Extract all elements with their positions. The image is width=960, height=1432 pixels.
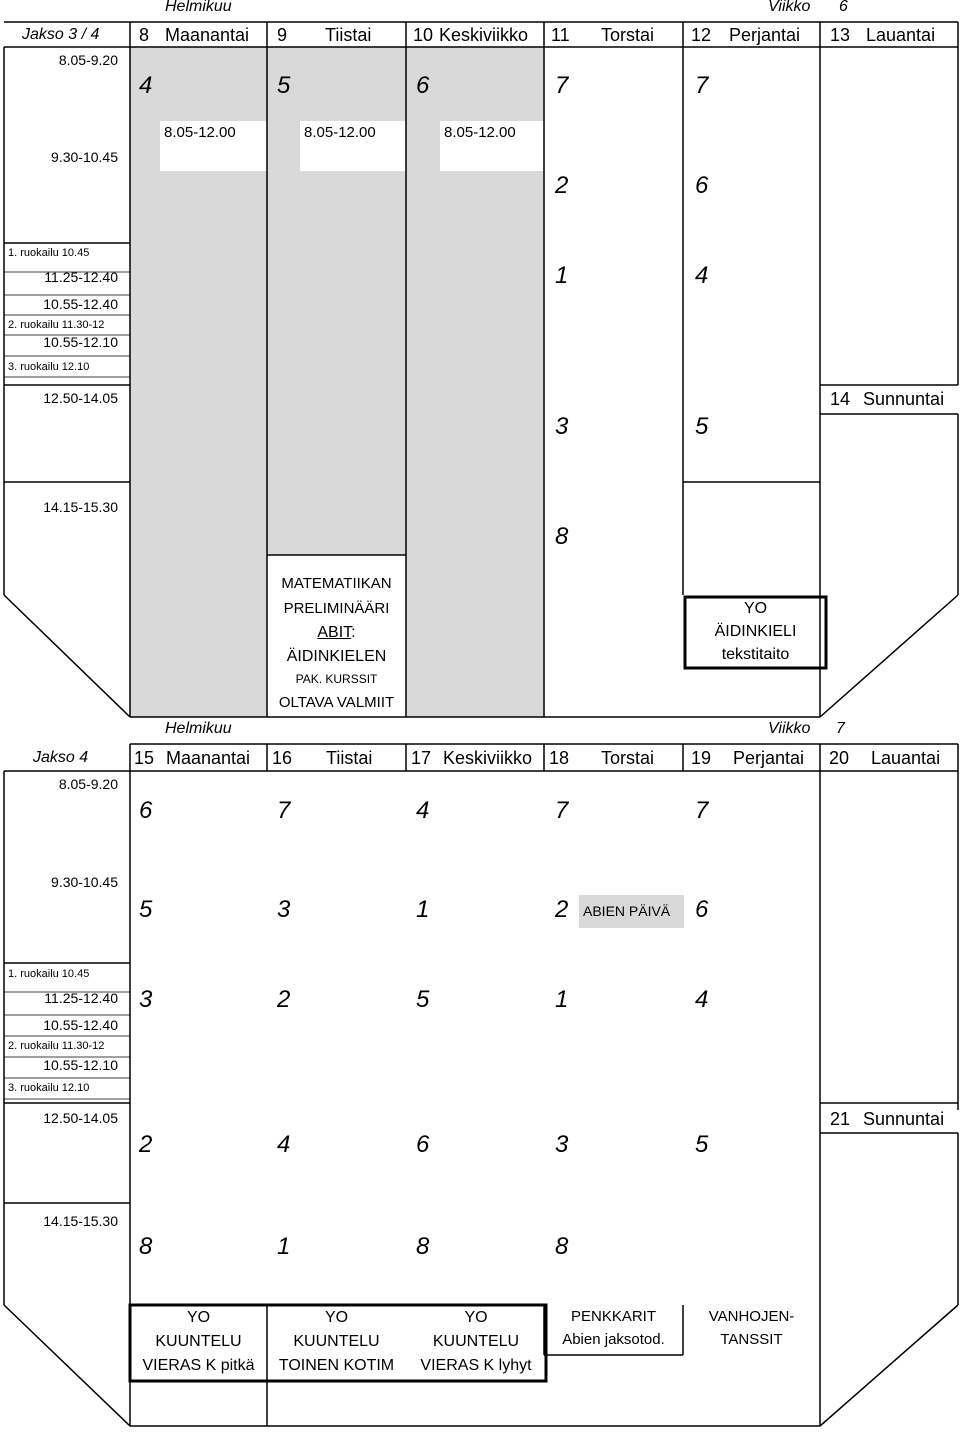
- lunch-1: 1. ruokailu 10.45: [8, 247, 90, 259]
- period-number: 4: [416, 797, 430, 824]
- yo-kuuntelu-3-line3: VIERAS K lyhyt: [420, 1357, 532, 1374]
- period-number: 1: [277, 1233, 291, 1260]
- abien-jaksotod-label: Abien jaksotod.: [562, 1331, 665, 1348]
- period-number: 6: [416, 1131, 430, 1158]
- period-number: 4: [139, 72, 153, 99]
- exam-time: 8.05-12.00: [444, 124, 516, 141]
- yo-kuuntelu-2-line2: KUUNTELU: [293, 1333, 380, 1350]
- period-number: 6: [695, 896, 709, 923]
- time-slot-2: 9.30-10.45: [51, 874, 118, 890]
- period-number: 1: [555, 262, 569, 289]
- period-number: 1: [416, 896, 430, 923]
- day-header-sun: 21 Sunnuntai: [830, 1109, 945, 1129]
- day-header-sat: 13 Lauantai: [830, 25, 936, 45]
- time-slot-5: 14.15-15.30: [43, 499, 118, 515]
- period-number: 5: [695, 1131, 709, 1158]
- period-number: 3: [139, 986, 153, 1013]
- week-label: Viikko: [768, 0, 811, 15]
- period-number: 4: [695, 986, 709, 1013]
- oltava-valmiit-label: OLTAVA VALMIIT: [278, 694, 395, 711]
- period-number: 5: [277, 72, 291, 99]
- abien-paiva-label: ABIEN PÄIVÄ: [583, 903, 671, 919]
- yo-kuuntelu-3-line1: YO: [464, 1309, 488, 1326]
- period-number: 2: [139, 1131, 153, 1158]
- period-number: 8: [139, 1233, 153, 1260]
- yo-kuuntelu-3-line2: KUUNTELU: [432, 1333, 520, 1350]
- day-header-mon: 15 Maanantai: [134, 748, 251, 768]
- tanssit-label: TANSSIT: [720, 1331, 783, 1348]
- period-number: 7: [695, 72, 709, 99]
- period-number: 2: [555, 896, 569, 923]
- period-number: 3: [555, 413, 569, 440]
- time-slot-4: 12.50-14.05: [43, 1110, 118, 1126]
- period-label: Jakso 3 / 4: [22, 26, 100, 43]
- time-slot-3c: 10.55-12.10: [43, 334, 118, 350]
- period-number: 2: [277, 986, 291, 1013]
- period-number: 7: [555, 72, 569, 99]
- period-number: 2: [555, 172, 569, 199]
- period-number: 5: [416, 986, 430, 1013]
- vanhojen-label: VANHOJEN-: [708, 1308, 795, 1325]
- period-number: 8: [555, 1233, 569, 1260]
- lunch-2: 2. ruokailu 11.30-12: [8, 1040, 105, 1052]
- lunch-3: 3. ruokailu 12.10: [8, 1082, 90, 1094]
- lunch-2: 2. ruokailu 11.30-12: [8, 319, 105, 331]
- period-number: 8: [416, 1233, 430, 1260]
- time-slot-3a: 11.25-12.40: [44, 990, 118, 1006]
- day-header-fri: 12 Perjantai: [691, 25, 801, 45]
- period-number: 6: [139, 797, 153, 824]
- pak-kurssit-label: PAK. KURSSIT: [295, 672, 378, 686]
- time-slot-3b: 10.55-12.40: [43, 1017, 118, 1033]
- yo-kuuntelu-2-line1: YO: [324, 1309, 349, 1326]
- day-header-sun: 14 Sunnuntai: [830, 389, 945, 409]
- abit-label: ABIT:: [317, 624, 356, 641]
- time-slot-3b: 10.55-12.40: [43, 296, 118, 312]
- period-number: 4: [277, 1131, 291, 1158]
- aidinkieli-label: ÄIDINKIELI: [714, 623, 797, 640]
- period-number: 4: [695, 262, 709, 289]
- period-number: 3: [277, 896, 291, 923]
- day-header-tue: 16 Tiistai: [272, 748, 373, 768]
- period-number: 5: [695, 413, 709, 440]
- period-number: 1: [555, 986, 569, 1013]
- period-number: 3: [555, 1131, 569, 1158]
- period-number: 5: [139, 896, 153, 923]
- period-label: Jakso 4: [33, 749, 89, 766]
- month-title: Helmikuu: [165, 720, 232, 737]
- day-header-sat: 20 Lauantai: [829, 748, 941, 768]
- time-slot-1: 8.05-9.20: [58, 52, 118, 68]
- day-header-wed: 17 Keskiviikko: [411, 748, 533, 768]
- period-number: 7: [277, 797, 291, 824]
- week-number: 6: [839, 0, 848, 15]
- yo-label: YO: [743, 600, 768, 617]
- day-header-thu: 18 Torstai: [549, 748, 655, 768]
- day-header-fri: 19 Perjantai: [691, 748, 805, 768]
- day-header-mon: 8 Maanantai: [139, 25, 250, 45]
- lunch-1: 1. ruokailu 10.45: [8, 968, 90, 980]
- yo-kuuntelu-1-line1: YO: [186, 1309, 211, 1326]
- period-number: 6: [695, 172, 709, 199]
- tekstitaito-label: tekstitaito: [721, 646, 790, 663]
- yo-kuuntelu-2-line3: TOINEN KOTIM: [278, 1357, 395, 1374]
- day-header-tue: 9 Tiistai: [277, 25, 372, 45]
- period-number: 8: [555, 523, 569, 550]
- yo-kuuntelu-1-line3: VIERAS K pitkä: [142, 1357, 255, 1374]
- month-title: Helmikuu: [165, 0, 232, 15]
- lunch-3: 3. ruokailu 12.10: [8, 361, 90, 373]
- time-slot-4: 12.50-14.05: [43, 390, 118, 406]
- exam-time: 8.05-12.00: [304, 124, 376, 141]
- day-header-wed: 10 Keskiviikko: [413, 25, 529, 45]
- period-number: 7: [695, 797, 709, 824]
- time-slot-5: 14.15-15.30: [43, 1213, 118, 1229]
- period-number: 6: [416, 72, 430, 99]
- exam-time: 8.05-12.00: [164, 124, 236, 141]
- math-prelim-line1: MATEMATIIKAN: [281, 575, 392, 592]
- time-slot-3a: 11.25-12.40: [44, 269, 118, 285]
- week-number: 7: [836, 720, 845, 737]
- penkkarit-label: PENKKARIT: [570, 1308, 657, 1325]
- math-prelim-line2: PRELIMINÄÄRI: [283, 600, 390, 617]
- aidinkielen-label: ÄIDINKIELEN: [286, 648, 387, 665]
- period-number: 7: [555, 797, 569, 824]
- week-label: Viikko: [768, 720, 811, 737]
- day-header-thu: 11 Torstai: [551, 25, 655, 45]
- time-slot-2: 9.30-10.45: [51, 149, 118, 165]
- yo-kuuntelu-1-line2: KUUNTELU: [155, 1333, 242, 1350]
- time-slot-3c: 10.55-12.10: [43, 1057, 118, 1073]
- time-slot-1: 8.05-9.20: [58, 776, 118, 792]
